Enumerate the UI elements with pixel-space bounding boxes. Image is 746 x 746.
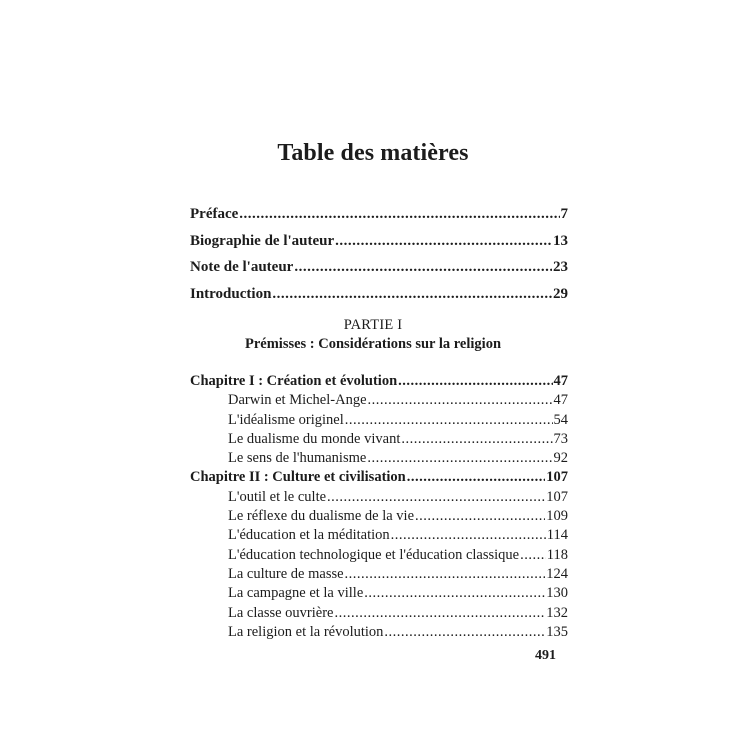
entry-page: 23 <box>553 259 568 275</box>
dot-leader <box>239 201 559 228</box>
section-page: 130 <box>546 585 568 602</box>
dot-leader <box>327 488 545 507</box>
page-number: 491 <box>535 648 556 663</box>
chapter-label: Chapitre I : Création et évolution <box>190 373 398 389</box>
toc-entry-biographie <box>190 228 568 255</box>
toc-chapter-2 <box>190 468 568 487</box>
page-title: Table des matières <box>277 140 469 166</box>
section-page: 107 <box>546 488 568 505</box>
toc-section <box>190 546 568 565</box>
section-page: 132 <box>546 604 568 621</box>
dot-leader <box>407 468 545 487</box>
toc-section <box>190 623 568 642</box>
dot-leader <box>384 623 545 642</box>
toc-entry-preface <box>190 201 568 228</box>
dot-leader <box>401 430 552 449</box>
dot-leader <box>398 372 552 391</box>
dot-leader <box>364 584 545 603</box>
toc-section <box>190 411 568 430</box>
dot-leader <box>294 254 552 281</box>
section-label: L'idéalisme originel <box>228 411 344 428</box>
toc-section <box>190 526 568 545</box>
section-label: L'outil et le culte <box>228 488 327 505</box>
entry-page: 13 <box>553 232 568 249</box>
section-page: 135 <box>546 623 568 640</box>
section-page: 118 <box>546 546 568 563</box>
section-page: 73 <box>553 430 568 447</box>
part-title: Prémisses : Considérations sur la religion <box>244 336 502 352</box>
section-label: L'éducation et la méditation <box>228 527 390 544</box>
toc-section <box>190 488 568 507</box>
front-matter-list <box>190 201 568 307</box>
section-label: La classe ouvrière <box>228 604 334 621</box>
chapter-label: Chapitre II : Culture et civilisation <box>190 469 406 486</box>
chapter-page: 47 <box>553 373 568 389</box>
dot-leader <box>334 604 545 623</box>
section-page: 124 <box>546 565 568 582</box>
entry-label: Note de l'auteur <box>190 259 294 275</box>
section-label: L'éducation technologique et l'éducation classique <box>228 546 520 563</box>
toc-section <box>190 449 568 468</box>
section-page: 47 <box>553 392 568 409</box>
entry-label: Préface <box>190 206 239 222</box>
section-label: La religion et la révolution <box>228 623 384 640</box>
section-page: 109 <box>546 508 568 525</box>
dot-leader <box>520 546 546 565</box>
section-page: 54 <box>553 411 568 428</box>
toc-section <box>190 507 568 526</box>
entry-page: 7 <box>560 206 568 222</box>
section-label: La culture de masse <box>228 565 344 582</box>
section-page: 92 <box>553 450 568 467</box>
chapter-list <box>190 372 568 642</box>
section-label: Le dualisme du monde vivant <box>228 430 401 447</box>
entry-label: Biographie de l'auteur <box>190 232 335 249</box>
dot-leader <box>367 449 552 468</box>
dot-leader <box>391 526 546 545</box>
dot-leader <box>345 565 546 584</box>
toc-section <box>190 430 568 449</box>
toc-section <box>190 604 568 623</box>
entry-page: 29 <box>553 285 568 302</box>
dot-leader <box>415 507 545 526</box>
toc-entry-introduction <box>190 281 568 308</box>
entry-label: Introduction <box>190 285 272 302</box>
chapter-page: 107 <box>546 469 568 486</box>
section-label: Darwin et Michel-Ange <box>228 392 367 409</box>
toc-section <box>190 565 568 584</box>
section-label: Le sens de l'humanisme <box>228 450 367 467</box>
dot-leader <box>345 411 553 430</box>
section-label: Le réflexe du dualisme de la vie <box>228 508 415 525</box>
section-label: La campagne et la ville <box>228 585 364 602</box>
toc-chapter-1 <box>190 372 568 391</box>
dot-leader <box>335 228 552 255</box>
toc-section <box>190 391 568 410</box>
part-number: PARTIE I <box>343 317 403 333</box>
dot-leader <box>368 391 553 410</box>
toc-section <box>190 584 568 603</box>
dot-leader <box>272 281 552 308</box>
toc-entry-note <box>190 254 568 281</box>
section-page: 114 <box>546 527 568 544</box>
